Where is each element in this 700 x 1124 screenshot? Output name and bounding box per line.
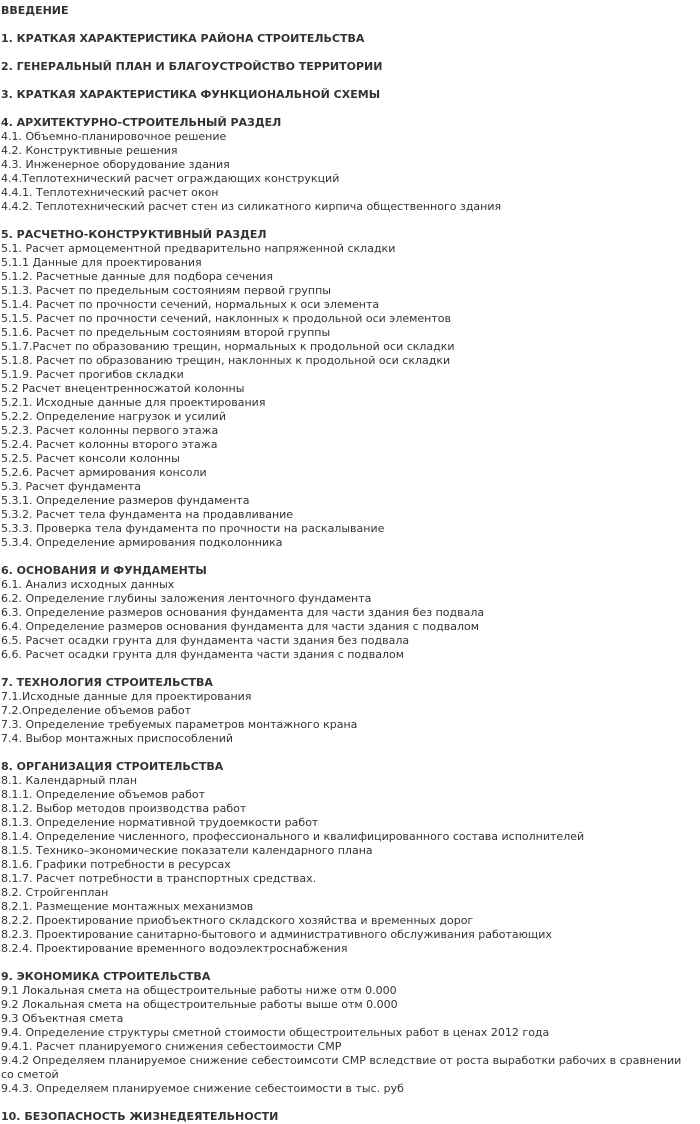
toc-item: 5.2.2. Определение нагрузок и усилий [1, 410, 226, 423]
toc-item: 6.4. Определение размеров основания фундамента для части здания с подвалом [1, 620, 480, 633]
section-spacer [0, 74, 700, 88]
section-heading: 4. АРХИТЕКТУРНО-СТРОИТЕЛЬНЫЙ РАЗДЕЛ [1, 116, 282, 129]
toc-item: 8.2. Стройгенплан [1, 886, 109, 899]
toc-item: 4.4.Теплотехнический расчет ограждающих конструкций [1, 172, 340, 185]
toc-item: 9.3 Объектная смета [1, 1012, 124, 1025]
toc-item: 9.4.2 Определяем планируемое снижение себестоимсоти СМР вследствие от роста выработки рабочих в сравнении со сметой [1, 1054, 682, 1081]
toc-item: 5.3.4. Определение армирования подколонника [1, 536, 283, 549]
section-heading: ВВЕДЕНИЕ [1, 4, 69, 17]
section-heading: 2. ГЕНЕРАЛЬНЫЙ ПЛАН И БЛАГОУСТРОЙСТВО ТЕРРИТОРИИ [1, 60, 383, 73]
toc-item: 4.4.1. Теплотехнический расчет окон [1, 186, 219, 199]
toc-item: 5.3.1. Определение размеров фундамента [1, 494, 250, 507]
toc-item: 7.4. Выбор монтажных приспособлений [1, 732, 234, 745]
toc-item: 6.2. Определение глубины заложения ленточного фундамента [1, 592, 372, 605]
toc-item: 8.2.1. Размещение монтажных механизмов [1, 900, 254, 913]
toc-item: 5.3. Расчет фундамента [1, 480, 141, 493]
toc-item: 5.1.8. Расчет по образованию трещин, наклонных к продольной оси складки [1, 354, 451, 367]
section-heading: 1. КРАТКАЯ ХАРАКТЕРИСТИКА РАЙОНА СТРОИТЕЛЬСТВА [1, 32, 365, 45]
toc-item: 5.2.1. Исходные данные для проектирования [1, 396, 266, 409]
toc-item: 5.2 Расчет внецентренносжатой колонны [1, 382, 245, 395]
toc-item: 6.5. Расчет осадки грунта для фундамента части здания без подвала [1, 634, 410, 647]
toc-item: 7.2.Определение объемов работ [1, 704, 192, 717]
toc-item: 9.1 Локальная смета на общестроительные работы ниже отм 0.000 [1, 984, 397, 997]
section-spacer [0, 1096, 700, 1110]
toc-item: 8.2.4. Проектирование временного водоэлектроснабжения [1, 942, 348, 955]
toc-item: 7.3. Определение требуемых параметров монтажного крана [1, 718, 358, 731]
toc-item: 8.2.3. Проектирование санитарно-бытового и административного обслуживания работающих [1, 928, 552, 941]
section-spacer [0, 102, 700, 116]
toc-item: 5.1.2. Расчетные данные для подбора сечения [1, 270, 273, 283]
toc-item: 8.1. Календарный план [1, 774, 138, 787]
section-heading: 8. ОРГАНИЗАЦИЯ СТРОИТЕЛЬСТВА [1, 760, 224, 773]
toc-item: 4.1. Объемно-планировочное решение [1, 130, 227, 143]
toc-item: 4.3. Инженерное оборудование здания [1, 158, 230, 171]
toc-item: 8.1.2. Выбор методов производства работ [1, 802, 247, 815]
toc-item: 5.3.2. Расчет тела фундамента на продавливание [1, 508, 294, 521]
toc-item: 5.2.5. Расчет консоли колонны [1, 452, 180, 465]
toc-item: 5.1.9. Расчет прогибов складки [1, 368, 184, 381]
toc-item: 8.1.6. Графики потребности в ресурсах [1, 858, 231, 871]
toc-item: 5.1. Расчет армоцементной предварительно напряженной складки [1, 242, 396, 255]
toc-item: 8.1.4. Определение численного, профессионального и квалифицированного состава исполнителей [1, 830, 585, 843]
toc-item: 5.1.1 Данные для проектирования [1, 256, 202, 269]
toc-item: 5.1.4. Расчет по прочности сечений, нормальных к оси элемента [1, 298, 380, 311]
toc-item: 5.1.3. Расчет по предельным состояниям первой группы [1, 284, 331, 297]
toc-item: 9.4.3. Определяем планируемое снижение себестоимости в тыс. руб [1, 1082, 404, 1095]
section-spacer [0, 18, 700, 32]
toc-item: 8.1.5. Технико–экономические показатели календарного плана [1, 844, 373, 857]
section-heading: 9. ЭКОНОМИКА СТРОИТЕЛЬСТВА [1, 970, 211, 983]
toc-item: 5.3.3. Проверка тела фундамента по прочности на раскалывание [1, 522, 385, 535]
toc-item: 6.3. Определение размеров основания фундамента для части здания без подвала [1, 606, 485, 619]
section-heading: 5. РАСЧЕТНО-КОНСТРУКТИВНЫЙ РАЗДЕЛ [1, 228, 267, 241]
section-heading: 7. ТЕХНОЛОГИЯ СТРОИТЕЛЬСТВА [1, 676, 213, 689]
toc-item: 8.2.2. Проектирование приобъектного складского хозяйства и временных дорог [1, 914, 474, 927]
toc-item: 7.1.Исходные данные для проектирования [1, 690, 252, 703]
section-spacer [0, 746, 700, 760]
section-spacer [0, 46, 700, 60]
toc-item: 5.2.3. Расчет колонны первого этажа [1, 424, 219, 437]
section-spacer [0, 550, 700, 564]
toc-item: 5.1.6. Расчет по предельным состояниям второй группы [1, 326, 331, 339]
section-spacer [0, 662, 700, 676]
section-heading: 10. БЕЗОПАСНОСТЬ ЖИЗНЕДЕЯТЕЛЬНОСТИ [1, 1110, 279, 1123]
toc-item: 5.2.6. Расчет армирования консоли [1, 466, 207, 479]
toc-item: 9.4. Определение структуры сметной стоимости общестроительных работ в ценах 2012 года [1, 1026, 550, 1039]
section-spacer [0, 214, 700, 228]
toc-item: 6.6. Расчет осадки грунта для фундамента части здания с подвалом [1, 648, 405, 661]
section-heading: 6. ОСНОВАНИЯ И ФУНДАМЕНТЫ [1, 564, 207, 577]
toc-item: 8.1.3. Определение нормативной трудоемкости работ [1, 816, 319, 829]
toc-item: 5.1.7.Расчет по образованию трещин, нормальных к продольной оси складки [1, 340, 455, 353]
toc-item: 5.1.5. Расчет по прочности сечений, наклонных к продольной оси элементов [1, 312, 451, 325]
toc-item: 4.2. Конструктивные решения [1, 144, 178, 157]
toc-item: 4.4.2. Теплотехнический расчет стен из силикатного кирпича общественного здания [1, 200, 502, 213]
toc-item: 6.1. Анализ исходных данных [1, 578, 175, 591]
toc-item: 8.1.1. Определение объемов работ [1, 788, 206, 801]
section-heading: 3. КРАТКАЯ ХАРАКТЕРИСТИКА ФУНКЦИОНАЛЬНОЙ СХЕМЫ [1, 88, 381, 101]
toc-item: 9.4.1. Расчет планируемого снижения себестоимости СМР [1, 1040, 342, 1053]
toc-item: 5.2.4. Расчет колонны второго этажа [1, 438, 218, 451]
section-spacer [0, 956, 700, 970]
toc-item: 8.1.7. Расчет потребности в транспортных средствах. [1, 872, 317, 885]
toc-item: 9.2 Локальная смета на общестроительные работы выше отм 0.000 [1, 998, 398, 1011]
